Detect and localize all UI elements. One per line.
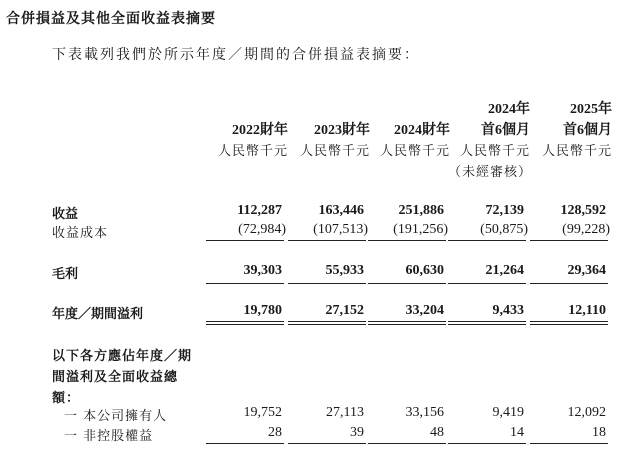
- cell-cost-of-revenue: (107,513): [313, 222, 368, 237]
- column-currency: 人民幣千元: [459, 144, 530, 159]
- subtotal-rule: [288, 443, 366, 444]
- cell-cost-of-revenue: (50,875): [480, 222, 528, 237]
- subtotal-rule: [206, 443, 284, 444]
- column-header-h1-2025: [530, 99, 612, 162]
- cell-non-controlling-interests: 14: [510, 425, 524, 440]
- column-year: 2022財年: [232, 123, 288, 138]
- row-label-revenue: 收益: [52, 207, 79, 222]
- subtotal-rule: [368, 240, 446, 241]
- subtotal-rule: [206, 240, 284, 241]
- cell-profit: 19,780: [243, 303, 282, 318]
- column-note: （未經審核）: [448, 165, 533, 180]
- column-period: 首6個月: [563, 123, 612, 138]
- cell-gross-profit: 21,264: [485, 263, 524, 278]
- column-currency: 人民幣千元: [299, 144, 370, 159]
- cell-non-controlling-interests: 48: [430, 425, 444, 440]
- cell-non-controlling-interests: 28: [268, 425, 282, 440]
- cell-gross-profit: 55,933: [325, 263, 364, 278]
- column-currency: 人民幣千元: [541, 144, 612, 159]
- cell-non-controlling-interests: 18: [592, 425, 606, 440]
- row-label-owners: 一 本公司擁有人: [64, 409, 168, 424]
- column-header-fy2022: [206, 120, 288, 162]
- cell-profit: 33,204: [405, 303, 444, 318]
- cell-gross-profit: 39,303: [243, 263, 282, 278]
- subtotal-rule: [530, 443, 608, 444]
- column-header-h1-2024: [448, 99, 533, 183]
- total-double-rule: [288, 321, 366, 322]
- cell-cost-of-revenue: (72,984): [238, 222, 286, 237]
- cell-revenue: 163,446: [318, 203, 364, 218]
- total-double-rule: [288, 324, 366, 325]
- column-year: 2024財年: [394, 123, 450, 138]
- cell-owners: 27,113: [326, 405, 364, 420]
- column-currency: 人民幣千元: [379, 144, 450, 159]
- total-double-rule: [206, 324, 284, 325]
- column-year: 2023財年: [314, 123, 370, 138]
- cell-non-controlling-interests: 39: [350, 425, 364, 440]
- row-label-non-controlling-interests: 一 非控股權益: [64, 429, 154, 444]
- cell-owners: 19,752: [243, 405, 282, 420]
- cell-profit: 12,110: [568, 303, 606, 318]
- subtotal-rule: [288, 240, 366, 241]
- total-double-rule: [368, 321, 446, 322]
- cell-revenue: 128,592: [560, 203, 606, 218]
- column-year: 2025年: [570, 102, 612, 117]
- cell-profit: 27,152: [325, 303, 364, 318]
- subtotal-rule: [448, 443, 526, 444]
- total-double-rule: [206, 321, 284, 322]
- cell-revenue: 72,139: [485, 203, 524, 218]
- subtotal-rule: [530, 240, 608, 241]
- subtotal-rule: [448, 283, 526, 284]
- subtotal-rule: [448, 240, 526, 241]
- total-double-rule: [530, 324, 608, 325]
- row-label-attributable-heading: 以下各方應佔年度／期間溢利及全面收益總額：: [52, 349, 193, 406]
- total-double-rule: [448, 321, 526, 322]
- cell-gross-profit: 29,364: [567, 263, 606, 278]
- column-year: 2024年: [488, 102, 530, 117]
- cell-owners: 33,156: [405, 405, 444, 420]
- cell-cost-of-revenue: (99,228): [562, 222, 610, 237]
- row-label-gross-profit: 毛利: [52, 267, 79, 282]
- row-label-cost-of-revenue: 收益成本: [52, 226, 109, 241]
- cell-revenue: 112,287: [237, 203, 282, 218]
- column-header-fy2024: [368, 120, 450, 162]
- cell-owners: 12,092: [567, 405, 606, 420]
- total-double-rule: [368, 324, 446, 325]
- subtotal-rule: [288, 283, 366, 284]
- intro-text: 下表載列我們於所示年度／期間的合併損益表摘要：: [52, 47, 420, 63]
- cell-gross-profit: 60,630: [405, 263, 444, 278]
- cell-profit: 9,433: [492, 303, 524, 318]
- cell-revenue: 251,886: [398, 203, 444, 218]
- subtotal-rule: [530, 283, 608, 284]
- section-title: 合併損益及其他全面收益表摘要: [6, 11, 216, 27]
- column-period: 首6個月: [481, 123, 530, 138]
- column-currency: 人民幣千元: [217, 144, 288, 159]
- subtotal-rule: [206, 283, 284, 284]
- cell-cost-of-revenue: (191,256): [393, 222, 448, 237]
- column-header-fy2023: [288, 120, 370, 162]
- cell-owners: 9,419: [492, 405, 524, 420]
- subtotal-rule: [368, 283, 446, 284]
- total-double-rule: [530, 321, 608, 322]
- row-label-profit: 年度／期間溢利: [52, 307, 144, 322]
- total-double-rule: [448, 324, 526, 325]
- subtotal-rule: [368, 443, 446, 444]
